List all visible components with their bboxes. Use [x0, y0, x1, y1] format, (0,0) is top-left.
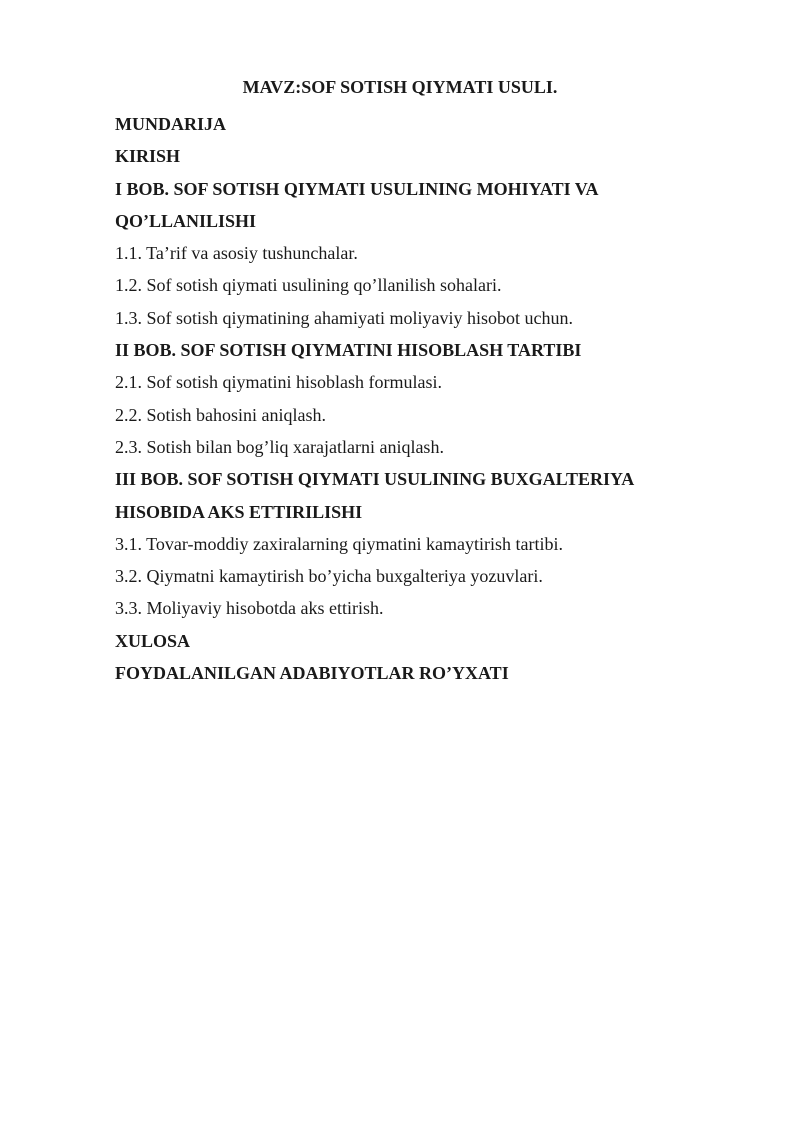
- toc-chapter-1-title-cont: QO’LLANILISHI: [115, 210, 257, 231]
- toc-chapter-2-title: II BOB. SOF SOTISH QIYMATINI HISOBLASH TARTIBI: [115, 340, 582, 361]
- toc-chapter-3-title: III BOB. SOF SOTISH QIYMATI USULINING BUXGALTERIYA: [115, 469, 635, 490]
- toc-section-1-1: 1.1. Ta’rif va asosiy tushunchalar.: [115, 243, 358, 264]
- toc-heading-mundarija: MUNDARIJA: [115, 114, 226, 134]
- toc-section-2-2: 2.2. Sotish bahosini aniqlash.: [115, 404, 326, 425]
- toc-heading-kirish: KIRISH: [115, 146, 181, 167]
- toc-section-2-3: 2.3. Sotish bilan bog’liq xarajatlarni aniqlash.: [115, 436, 444, 457]
- toc-heading-xulosa: XULOSA: [115, 630, 191, 651]
- toc-heading-references: FOYDALANILGAN ADABIYOTLAR RO’YXATI: [115, 663, 509, 684]
- table-of-contents: [115, 108, 715, 689]
- toc-section-1-3: 1.3. Sof sotish qiymatining ahamiyati moliyaviy hisobot uchun.: [115, 307, 573, 328]
- toc-section-3-1: 3.1. Tovar-moddiy zaxiralarning qiymatini kamaytirish tartibi.: [115, 533, 563, 554]
- toc-section-1-2: 1.2. Sof sotish qiymati usulining qo’llanilish sohalari.: [115, 275, 502, 296]
- document-title: MAVZ:SOF SOTISH QIYMATI USULI.: [242, 77, 558, 97]
- toc-chapter-1-title: I BOB. SOF SOTISH QIYMATI USULINING MOHIYATI VA: [115, 178, 599, 199]
- toc-section-3-3: 3.3. Moliyaviy hisobotda aks ettirish.: [115, 598, 384, 619]
- toc-chapter-3-title-cont: HISOBIDA AKS ETTIRILISHI: [115, 501, 363, 522]
- toc-section-2-1: 2.1. Sof sotish qiymatini hisoblash formulasi.: [115, 372, 442, 393]
- toc-section-3-2: 3.2. Qiymatni kamaytirish bo’yicha buxgalteriya yozuvlari.: [115, 566, 543, 587]
